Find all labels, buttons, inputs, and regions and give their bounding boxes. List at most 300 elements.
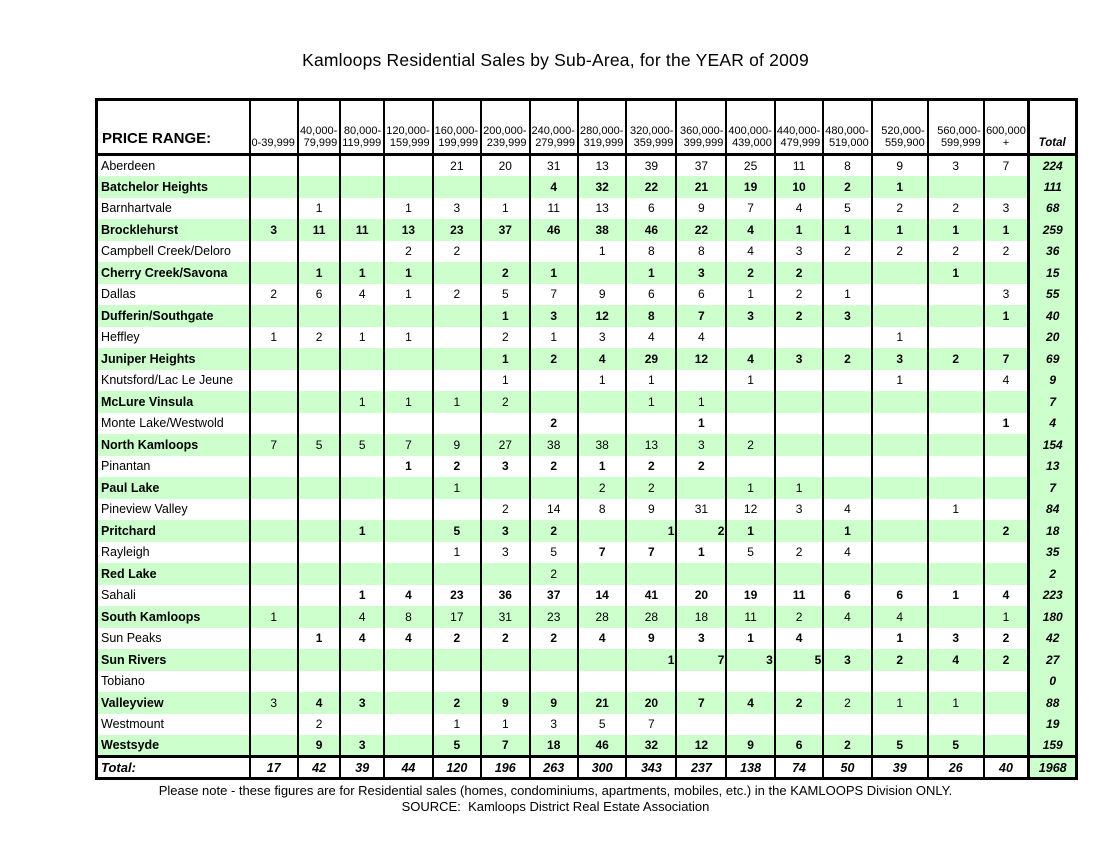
row-total-cell: 88	[1029, 692, 1077, 714]
data-cell: 4	[823, 499, 871, 521]
data-cell	[578, 563, 626, 585]
column-header: 200,000- 239,999	[481, 100, 529, 155]
data-cell	[433, 413, 481, 435]
data-cell: 4	[676, 327, 726, 349]
data-cell	[340, 649, 384, 671]
data-cell	[530, 671, 578, 693]
data-cell: 1	[626, 391, 676, 413]
data-cell: 2	[775, 262, 823, 284]
data-cell: 7	[676, 692, 726, 714]
row-label: Cherry Creek/Savona	[97, 262, 250, 284]
data-cell: 7	[626, 714, 676, 736]
data-cell: 4	[340, 606, 384, 628]
data-cell: 3	[481, 542, 529, 564]
data-cell: 1	[726, 370, 774, 392]
data-cell: 2	[250, 284, 298, 306]
row-label: Sun Peaks	[97, 628, 250, 650]
data-cell	[340, 563, 384, 585]
data-cell	[775, 563, 823, 585]
data-cell: 22	[626, 176, 676, 198]
data-cell: 23	[433, 219, 481, 241]
data-cell: 38	[578, 434, 626, 456]
data-cell: 2	[823, 348, 871, 370]
data-cell	[298, 241, 340, 263]
row-total-cell: 159	[1029, 735, 1077, 757]
data-cell	[298, 305, 340, 327]
column-total-cell: 196	[481, 757, 529, 779]
data-cell	[384, 305, 432, 327]
column-total-cell: 44	[384, 757, 432, 779]
data-cell: 2	[481, 499, 529, 521]
column-total-cell: 237	[676, 757, 726, 779]
row-total-cell: 27	[1029, 649, 1077, 671]
data-cell	[298, 456, 340, 478]
data-cell	[775, 327, 823, 349]
data-cell: 3	[578, 327, 626, 349]
data-cell	[481, 413, 529, 435]
table-row	[97, 305, 1077, 327]
data-cell	[384, 692, 432, 714]
data-cell: 2	[984, 520, 1029, 542]
column-header: 360,000- 399,999	[676, 100, 726, 155]
table-row	[97, 671, 1077, 693]
data-cell	[775, 520, 823, 542]
data-cell: 2	[530, 628, 578, 650]
data-cell: 6	[298, 284, 340, 306]
row-total-cell: 69	[1029, 348, 1077, 370]
data-cell	[298, 499, 340, 521]
data-cell	[481, 241, 529, 263]
column-header: 40,000- 79,999	[298, 100, 340, 155]
data-cell	[384, 735, 432, 757]
row-total-cell: 2	[1029, 563, 1077, 585]
data-cell	[340, 305, 384, 327]
data-cell	[823, 327, 871, 349]
data-cell: 31	[481, 606, 529, 628]
data-cell: 13	[578, 155, 626, 177]
row-label: Barnhartvale	[97, 198, 250, 220]
data-cell: 12	[676, 735, 726, 757]
data-cell	[340, 671, 384, 693]
data-cell: 3	[530, 305, 578, 327]
column-header: 320,000- 359,999	[626, 100, 676, 155]
data-cell: 1	[823, 284, 871, 306]
data-cell	[928, 176, 984, 198]
data-cell: 1	[340, 520, 384, 542]
data-cell	[298, 348, 340, 370]
data-cell: 1	[872, 327, 928, 349]
data-cell: 4	[578, 628, 626, 650]
data-cell: 1	[530, 327, 578, 349]
data-cell: 13	[384, 219, 432, 241]
column-total-cell: 138	[726, 757, 774, 779]
table-row	[97, 520, 1077, 542]
data-cell: 23	[530, 606, 578, 628]
row-label: North Kamloops	[97, 434, 250, 456]
data-cell: 1	[872, 692, 928, 714]
data-cell: 3	[928, 155, 984, 177]
table-row	[97, 284, 1077, 306]
data-cell: 23	[433, 585, 481, 607]
data-cell: 1	[726, 477, 774, 499]
data-cell: 4	[823, 542, 871, 564]
data-cell: 5	[530, 542, 578, 564]
data-cell: 8	[823, 155, 871, 177]
data-cell	[726, 413, 774, 435]
data-cell	[250, 348, 298, 370]
column-header: 120,000- 159,999	[384, 100, 432, 155]
data-cell: 4	[384, 628, 432, 650]
data-cell	[384, 176, 432, 198]
data-cell: 12	[676, 348, 726, 370]
data-cell	[872, 262, 928, 284]
data-cell	[384, 714, 432, 736]
data-cell: 1	[823, 219, 871, 241]
data-cell	[250, 370, 298, 392]
column-total-cell: 50	[823, 757, 871, 779]
data-cell	[530, 649, 578, 671]
column-header: 240,000- 279,999	[530, 100, 578, 155]
data-cell: 3	[984, 198, 1029, 220]
data-cell	[481, 563, 529, 585]
data-cell	[984, 671, 1029, 693]
column-header: 0-39,999	[250, 100, 298, 155]
data-cell	[384, 671, 432, 693]
row-label: Heffley	[97, 327, 250, 349]
data-cell	[823, 563, 871, 585]
data-cell: 38	[578, 219, 626, 241]
data-cell: 2	[433, 692, 481, 714]
data-cell: 19	[726, 585, 774, 607]
data-cell	[384, 477, 432, 499]
data-cell	[823, 671, 871, 693]
data-cell	[433, 348, 481, 370]
table-row	[97, 348, 1077, 370]
data-cell: 1	[384, 327, 432, 349]
data-cell	[872, 563, 928, 585]
data-cell: 1	[578, 370, 626, 392]
data-cell: 8	[626, 305, 676, 327]
column-total-cell: 263	[530, 757, 578, 779]
table-row	[97, 413, 1077, 435]
data-cell	[433, 649, 481, 671]
data-cell	[578, 520, 626, 542]
data-cell: 6	[676, 284, 726, 306]
data-cell: 4	[726, 692, 774, 714]
data-cell	[775, 391, 823, 413]
data-cell	[578, 649, 626, 671]
data-cell: 17	[433, 606, 481, 628]
data-cell: 1	[578, 456, 626, 478]
footnote-source: SOURCE: Kamloops District Real Estate Association	[401, 799, 710, 814]
data-cell	[433, 305, 481, 327]
table-row	[97, 542, 1077, 564]
table-row	[97, 692, 1077, 714]
data-cell: 1	[928, 499, 984, 521]
data-cell	[298, 413, 340, 435]
data-cell	[928, 563, 984, 585]
row-label: Tobiano	[97, 671, 250, 693]
data-cell: 19	[726, 176, 774, 198]
row-label: Pritchard	[97, 520, 250, 542]
data-cell: 13	[626, 434, 676, 456]
data-cell: 5	[823, 198, 871, 220]
data-cell: 8	[578, 499, 626, 521]
data-cell	[872, 671, 928, 693]
data-cell: 9	[626, 499, 676, 521]
data-cell	[298, 520, 340, 542]
table-row	[97, 327, 1077, 349]
data-cell	[384, 370, 432, 392]
sales-table	[95, 98, 1078, 780]
data-cell: 5	[433, 735, 481, 757]
data-cell: 4	[340, 284, 384, 306]
column-total-cell: 300	[578, 757, 626, 779]
data-cell	[984, 456, 1029, 478]
data-cell: 46	[626, 219, 676, 241]
data-cell	[340, 714, 384, 736]
data-cell: 3	[676, 628, 726, 650]
row-label: Monte Lake/Westwold	[97, 413, 250, 435]
table-row	[97, 585, 1077, 607]
row-total-cell: 4	[1029, 413, 1077, 435]
data-cell: 1	[384, 262, 432, 284]
data-cell	[340, 241, 384, 263]
data-cell	[928, 671, 984, 693]
data-cell: 1	[250, 606, 298, 628]
data-cell: 1	[626, 370, 676, 392]
data-cell: 2	[823, 735, 871, 757]
data-cell	[872, 714, 928, 736]
data-cell: 2	[298, 714, 340, 736]
data-cell	[775, 434, 823, 456]
data-cell	[250, 628, 298, 650]
data-cell: 14	[530, 499, 578, 521]
data-cell	[250, 413, 298, 435]
column-header: 280,000- 319,999	[578, 100, 626, 155]
data-cell	[433, 370, 481, 392]
data-cell	[298, 585, 340, 607]
data-cell: 3	[340, 692, 384, 714]
data-cell: 32	[626, 735, 676, 757]
data-cell: 2	[872, 649, 928, 671]
data-cell: 4	[984, 370, 1029, 392]
data-cell: 5	[872, 735, 928, 757]
data-cell	[928, 391, 984, 413]
data-cell: 2	[775, 606, 823, 628]
row-total-cell: 68	[1029, 198, 1077, 220]
data-cell	[578, 391, 626, 413]
data-cell: 7	[481, 735, 529, 757]
row-label: Valleyview	[97, 692, 250, 714]
data-cell: 1	[928, 585, 984, 607]
data-cell: 2	[775, 305, 823, 327]
row-label: Paul Lake	[97, 477, 250, 499]
data-cell	[872, 305, 928, 327]
data-cell	[340, 542, 384, 564]
row-total-cell: 7	[1029, 477, 1077, 499]
data-cell: 1	[384, 391, 432, 413]
data-cell: 5	[340, 434, 384, 456]
data-cell	[984, 176, 1029, 198]
row-label: McLure Vinsula	[97, 391, 250, 413]
data-cell: 2	[530, 456, 578, 478]
data-cell: 11	[298, 219, 340, 241]
data-cell: 7	[984, 348, 1029, 370]
data-cell: 2	[481, 327, 529, 349]
data-cell: 3	[250, 692, 298, 714]
column-header: 600,000 +	[984, 100, 1029, 155]
data-cell	[530, 241, 578, 263]
data-cell	[433, 262, 481, 284]
data-cell: 3	[726, 305, 774, 327]
data-cell: 5	[298, 434, 340, 456]
table-row	[97, 391, 1077, 413]
data-cell	[928, 542, 984, 564]
data-cell	[928, 284, 984, 306]
data-cell: 1	[250, 327, 298, 349]
data-cell: 2	[823, 241, 871, 263]
data-cell: 3	[726, 649, 774, 671]
data-cell	[676, 370, 726, 392]
data-cell: 1	[384, 284, 432, 306]
data-cell: 2	[928, 348, 984, 370]
row-label: Red Lake	[97, 563, 250, 585]
data-cell	[250, 305, 298, 327]
data-cell: 2	[984, 241, 1029, 263]
data-cell: 11	[726, 606, 774, 628]
column-total-cell: 343	[626, 757, 676, 779]
page-title: Kamloops Residential Sales by Sub-Area, for the YEAR of 2009	[302, 50, 809, 70]
table-row	[97, 198, 1077, 220]
data-cell	[676, 563, 726, 585]
column-header: 520,000- 559,900	[872, 100, 928, 155]
data-cell	[775, 456, 823, 478]
data-cell: 9	[726, 735, 774, 757]
data-cell: 8	[384, 606, 432, 628]
table-row	[97, 714, 1077, 736]
data-cell: 2	[928, 198, 984, 220]
data-cell: 2	[433, 241, 481, 263]
data-cell: 4	[726, 219, 774, 241]
data-cell	[823, 370, 871, 392]
row-label: Pinantan	[97, 456, 250, 478]
data-cell	[250, 649, 298, 671]
data-cell: 37	[676, 155, 726, 177]
row-label: Pineview Valley	[97, 499, 250, 521]
data-cell: 21	[578, 692, 626, 714]
data-cell	[384, 155, 432, 177]
data-cell: 2	[726, 434, 774, 456]
data-cell: 36	[481, 585, 529, 607]
data-cell: 1	[298, 198, 340, 220]
data-cell: 6	[775, 735, 823, 757]
data-cell: 2	[775, 542, 823, 564]
data-cell	[984, 477, 1029, 499]
data-cell	[250, 262, 298, 284]
data-cell: 2	[530, 563, 578, 585]
data-cell	[984, 735, 1029, 757]
data-cell	[984, 714, 1029, 736]
data-cell: 11	[530, 198, 578, 220]
data-cell	[250, 585, 298, 607]
column-header: 80,000- 119,999	[340, 100, 384, 155]
column-total-cell: 74	[775, 757, 823, 779]
data-cell: 9	[578, 284, 626, 306]
data-cell	[298, 542, 340, 564]
column-header: 480,000- 519,000	[823, 100, 871, 155]
data-cell: 2	[530, 520, 578, 542]
data-cell: 7	[726, 198, 774, 220]
data-cell	[433, 327, 481, 349]
data-cell	[481, 477, 529, 499]
data-cell	[530, 391, 578, 413]
data-cell: 1	[872, 176, 928, 198]
data-cell: 3	[250, 219, 298, 241]
data-cell	[384, 563, 432, 585]
data-cell: 5	[433, 520, 481, 542]
data-cell	[872, 391, 928, 413]
data-cell: 2	[872, 198, 928, 220]
data-cell	[775, 671, 823, 693]
data-cell: 2	[433, 284, 481, 306]
table-row	[97, 241, 1077, 263]
data-cell	[823, 628, 871, 650]
data-cell: 3	[872, 348, 928, 370]
data-cell: 20	[676, 585, 726, 607]
data-cell	[626, 413, 676, 435]
data-cell: 3	[775, 499, 823, 521]
data-cell: 2	[481, 628, 529, 650]
data-cell	[823, 434, 871, 456]
data-cell	[250, 735, 298, 757]
data-cell: 1	[984, 219, 1029, 241]
data-cell: 14	[578, 585, 626, 607]
data-cell: 3	[433, 198, 481, 220]
data-cell	[928, 370, 984, 392]
data-cell	[433, 176, 481, 198]
data-cell	[298, 563, 340, 585]
data-cell: 3	[823, 649, 871, 671]
data-cell: 1	[384, 456, 432, 478]
data-cell: 2	[928, 241, 984, 263]
data-cell	[250, 391, 298, 413]
row-total-cell: 111	[1029, 176, 1077, 198]
data-cell: 7	[530, 284, 578, 306]
column-total-cell: 39	[340, 757, 384, 779]
data-cell: 9	[433, 434, 481, 456]
data-cell	[984, 563, 1029, 585]
data-cell: 1	[433, 391, 481, 413]
data-cell	[984, 499, 1029, 521]
data-cell	[433, 671, 481, 693]
data-cell	[250, 542, 298, 564]
data-cell: 7	[676, 649, 726, 671]
data-cell: 21	[433, 155, 481, 177]
data-cell	[384, 348, 432, 370]
footnote-disclaimer: Please note - these figures are for Residential sales (homes, condominiums, apartments, mobiles, etc.) in the KAMLOOPS Division ONLY.	[158, 783, 953, 798]
data-cell	[928, 714, 984, 736]
totals-label: Total:	[97, 757, 250, 779]
column-header: 160,000- 199,999	[433, 100, 481, 155]
data-cell: 3	[823, 305, 871, 327]
data-cell: 1	[340, 585, 384, 607]
data-cell	[775, 370, 823, 392]
row-total-cell: 224	[1029, 155, 1077, 177]
data-cell: 5	[578, 714, 626, 736]
row-label: Dufferin/Southgate	[97, 305, 250, 327]
data-cell: 21	[676, 176, 726, 198]
